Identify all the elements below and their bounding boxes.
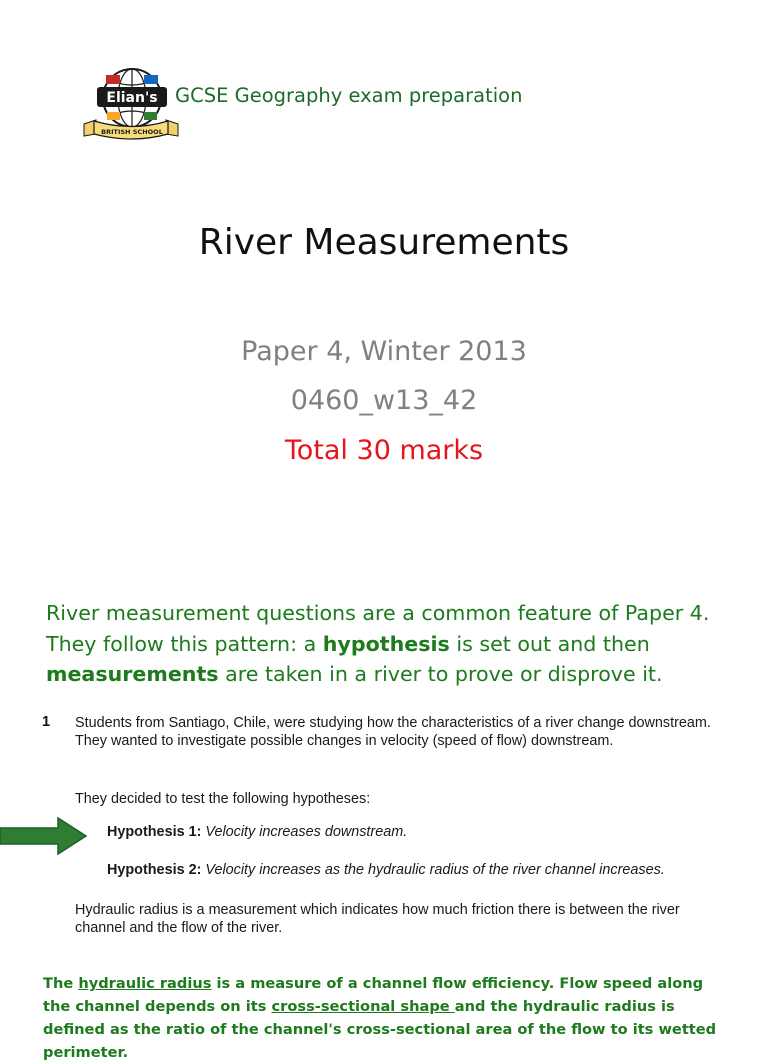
keyword-hypothesis: hypothesis <box>322 631 450 656</box>
question-text: Students from Santiago, Chile, were studying how the characteristics of a river change downstream. They wanted to investigate possible changes in velocity (speed of flow) downstream. <box>75 715 711 749</box>
header-title: GCSE Geography exam preparation <box>175 84 523 107</box>
footnote-hydraulic-radius: The hydraulic radius is a measure of a channel flow efficiency. Flow speed along the channel depends on its cross-sectional shape and the hydraulic radius is defined as the ratio of the channel's cross-sectional area of the flow to its wetted perimeter. <box>43 975 717 1061</box>
keyword-measurements: measurements <box>46 662 219 686</box>
svg-text:BRITISH SCHOOL: BRITISH SCHOOL <box>101 128 163 136</box>
paper-code: 0460_w13_42 <box>290 385 478 416</box>
page-title: River Measurements <box>198 222 570 263</box>
question-instruction: They decided to test the following hypotheses: <box>75 791 371 807</box>
hypothesis-1: Hypothesis 1: Velocity increases downstream. <box>107 824 408 840</box>
intro-paragraph: River measurement questions are a common feature of Paper 4. They follow this pattern: a hypothesis is set out and then measurements are taken in a river to prove or disprove it. <box>46 601 710 686</box>
school-logo-icon <box>82 66 180 140</box>
paper-subtitle: Paper 4, Winter 2013 <box>241 336 527 367</box>
arrow-right-icon <box>0 816 88 856</box>
hypothesis-2: Hypothesis 2: Velocity increases as the hydraulic radius of the river channel increases. <box>107 862 665 878</box>
svg-text:Elian's: Elian's <box>106 90 158 106</box>
total-marks: Total 30 marks <box>284 435 484 466</box>
question-number: 1 <box>42 714 51 730</box>
hydraulic-radius-definition: Hydraulic radius is a measurement which indicates how much friction there is between the river channel and the flow of the river. <box>75 902 680 936</box>
